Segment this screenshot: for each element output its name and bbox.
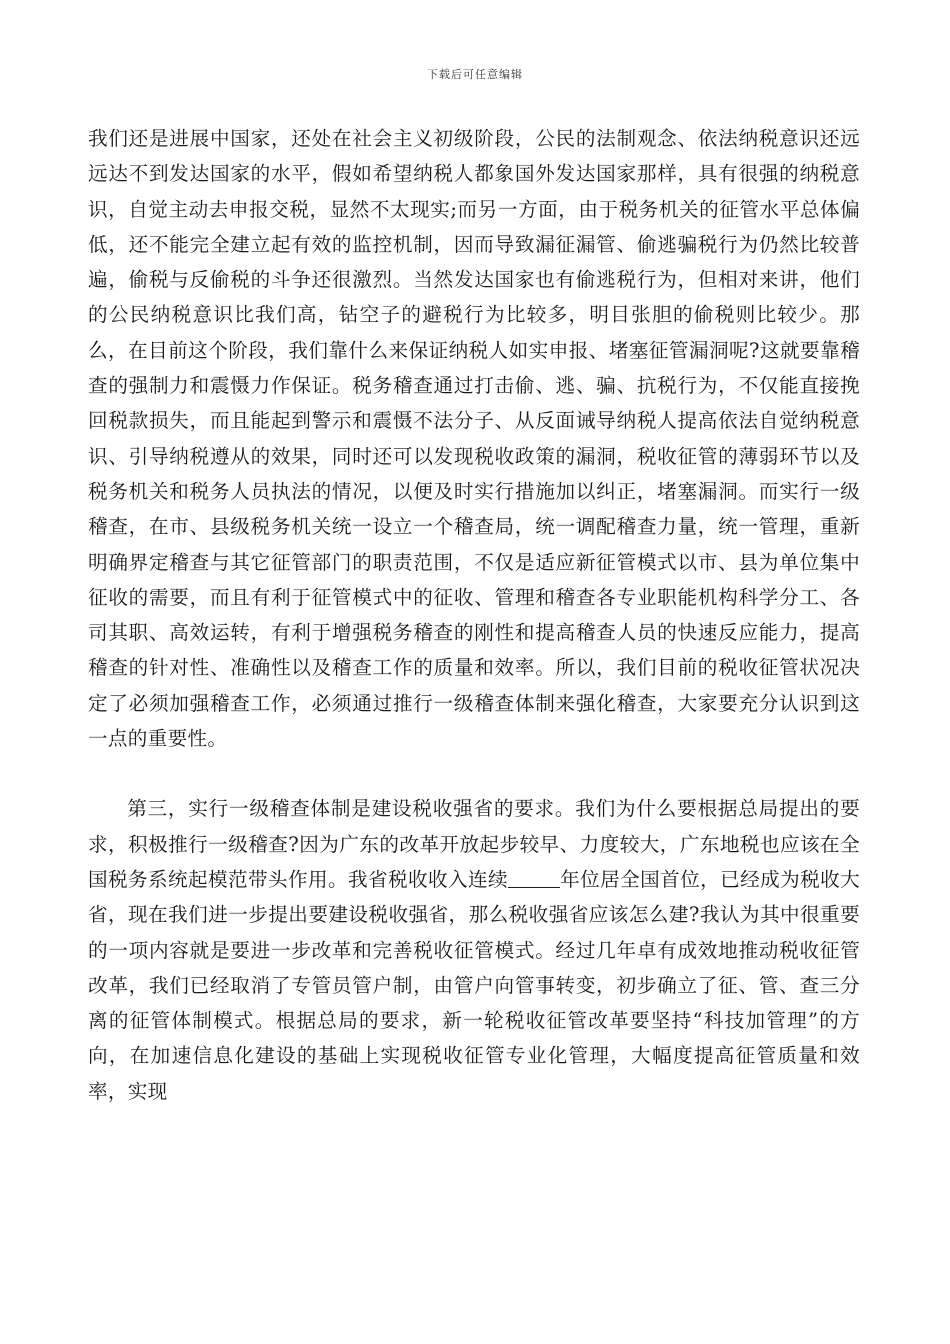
paragraph-2 [88, 791, 860, 1109]
header-note: 下载后可任意编辑 [427, 68, 523, 81]
paragraph-2-text-before-blank: 第三，实行一级稽查体制是建设税收强省的要求。我们为什么要根据总局提出的要求，积极推行一级稽查?因为广东的改革开放起步较早、力度较大，广东地税也应该在全国税务系统起模范带头作用。我省税收收入连续 [88, 797, 860, 891]
document-body [88, 121, 860, 1109]
paragraph-1: 我们还是进展中国家，还处在社会主义初级阶段，公民的法制观念、依法纳税意识还远远达不到发达国家的水平，假如希望纳税人都象国外发达国家那样，具有很强的纳税意识，自觉主动去申报交税，显然不太现实;而另一方面，由于税务机关的征管水平总体偏低，还不能完全建立起有效的监控机制，因而导致漏征漏管、偷逃骗税行为仍然比较普遍，偷税与反偷税的斗争还很激烈。当然发达国家也有偷逃税行为，但相对来讲，他们的公民纳税意识比我们高，钻空子的避税行为比较多，明目张胆的偷税则比较少。那么，在目前这个阶段，我们靠什么来保证纳税人如实申报、堵塞征管漏洞呢?这就要靠稽查的强制力和震慑力作保证。税务稽查通过打击偷、逃、骗、抗税行为，不仅能直接挽回税款损失，而且能起到警示和震慑不法分子、从反面诫导纳税人提高依法自觉纳税意识、引导纳税遵从的效果，同时还可以发现税收政策的漏洞，税收征管的薄弱环节以及税务机关和税务人员执法的情况，以便及时实行措施加以纠正，堵塞漏洞。而实行一级稽查，在市、县级税务机关统一设立一个稽查局，统一调配稽查力量，统一管理，重新明确界定稽查与其它征管部门的职责范围，不仅是适应新征管模式以市、县为单位集中征收的需要，而且有利于征管模式中的征收、管理和稽查各专业职能机构科学分工、各司其职、高效运转，有利于增强税务稽查的刚性和提高稽查人员的快速反应能力，提高稽查的针对性、准确性以及稽查工作的质量和效率。所以，我们目前的税收征管状况决定了必须加强稽查工作，必须通过推行一级稽查体制来强化稽查，大家要充分认识到这一点的重要性。 [88, 127, 861, 751]
fill-in-blank [508, 867, 560, 888]
paragraph-2-text-after-blank: 年位居全国首位，已经成为税收大省，现在我们进一步提出要建设税收强省，那么税收强省应该怎么建?我认为其中很重要的一项内容就是要进一步改革和完善税收征管模式。经过几年卓有成效地推动税收征管改革，我们已经取消了专管员管户制，由管户向管事转变，初步确立了征、管、查三分离的征管体制模式。根据总局的要求，新一轮税收征管改革要坚持“科技加管理”的方向，在加速信息化建设的基础上实现税收征管专业化管理，大幅度提高征管质量和效率，实现 [88, 867, 860, 1103]
